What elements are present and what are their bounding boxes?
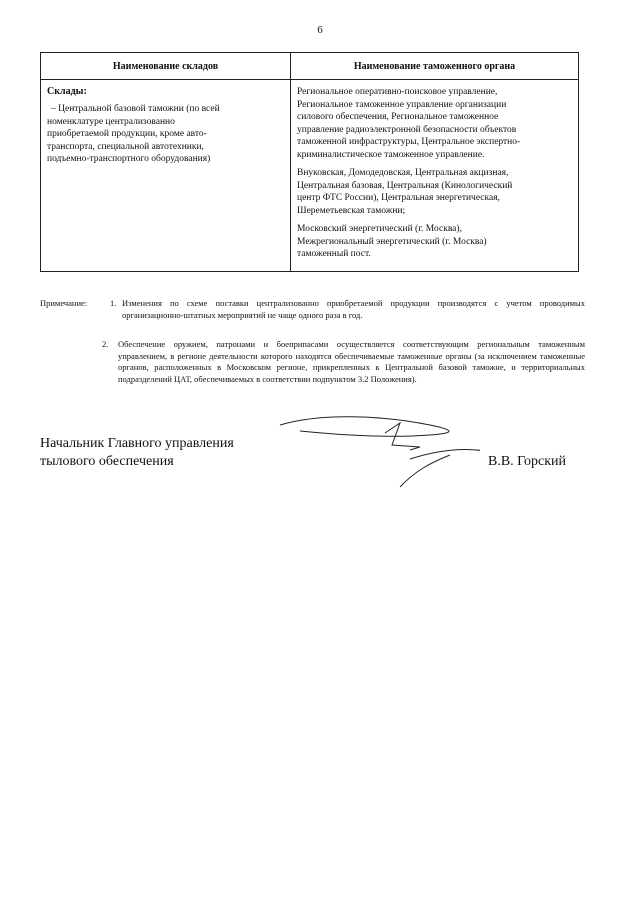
warehouse-table — [40, 52, 579, 272]
signer-title-line: Начальник Главного управления — [40, 436, 234, 451]
page-number: 6 — [317, 24, 323, 36]
note-item-2 — [40, 339, 585, 385]
customs-line: Центральная базовая, Центральная (Кинологический — [297, 180, 513, 191]
handwritten-signature — [260, 405, 480, 495]
customs-line: Внуковская, Домодедовская, Центральная акцизная, — [297, 168, 509, 178]
signer-name: В.В. Горский — [488, 454, 567, 469]
customs-line: таможенной инфраструктуры, Центральное экспертно- — [297, 137, 521, 147]
customs-paragraph — [297, 167, 574, 217]
customs-line: Региональное оперативно-поисковое управление, — [297, 87, 498, 97]
customs-cell — [291, 80, 579, 272]
note-number: 1. — [110, 298, 117, 308]
customs-line: таможенный пост. — [297, 249, 371, 259]
note-number: 2. — [102, 339, 109, 349]
customs-paragraph — [297, 86, 574, 161]
header-customs-authority: Наименование таможенного органа — [291, 53, 579, 80]
warehouses-cell — [41, 80, 291, 272]
customs-line: центр ФТС России), Центральная энергетическая, — [297, 193, 500, 203]
signer-title-line: тылового обеспечения — [40, 454, 174, 469]
warehouse-line: транспорта, специальной автотехники, — [47, 141, 204, 152]
warehouses-heading: Склады: — [47, 86, 87, 97]
warehouse-line: – Центральной базовой таможни (по всей — [51, 104, 220, 114]
warehouse-line: приобретаемой продукции, кроме авто- — [47, 129, 207, 139]
note-label: Примечание: — [40, 298, 88, 308]
customs-line: Региональное таможенное управление организации — [297, 99, 507, 110]
note-text: Обеспечение оружием, патронами и боеприпасами осуществляется соответствующим региональным таможенным управлением, в регионе деятельности которого находятся обеспечиваемые таможенные органы (за исключением таможенные органов, расположенных в Московском регионе, прикрепленных к Центральной базовой таможне, и территориальных подразделений ЦАТ, обеспечиваемых в соответствии подпунктом 3.2 Положения). — [118, 339, 585, 384]
note-item-1 — [40, 298, 585, 321]
customs-line: Шереметьевская таможни; — [297, 205, 406, 216]
note-section — [40, 298, 585, 385]
signer-title — [40, 435, 234, 471]
customs-line: управление радиоэлектронной безопасности объектов — [297, 124, 517, 135]
warehouse-line: подъемно-транспортного оборудования) — [47, 154, 211, 164]
customs-line: Межрегиональный энергетический (г. Москва) — [297, 236, 487, 247]
note-text: Изменения по схеме поставки централизованно приобретаемой продукции производятся с учетом проводимых организационно-штатных мероприятий не чаще одного раза в год. — [122, 298, 585, 320]
warehouse-line: номенклатуре централизованно — [47, 116, 175, 127]
customs-paragraph — [297, 223, 574, 261]
customs-line: Московский энергетический (г. Москва), — [297, 224, 462, 234]
customs-line: криминалистическое таможенное управление. — [297, 149, 485, 160]
header-warehouses: Наименование складов — [41, 53, 291, 80]
customs-line: силового обеспечения, Региональное таможенное — [297, 112, 499, 122]
